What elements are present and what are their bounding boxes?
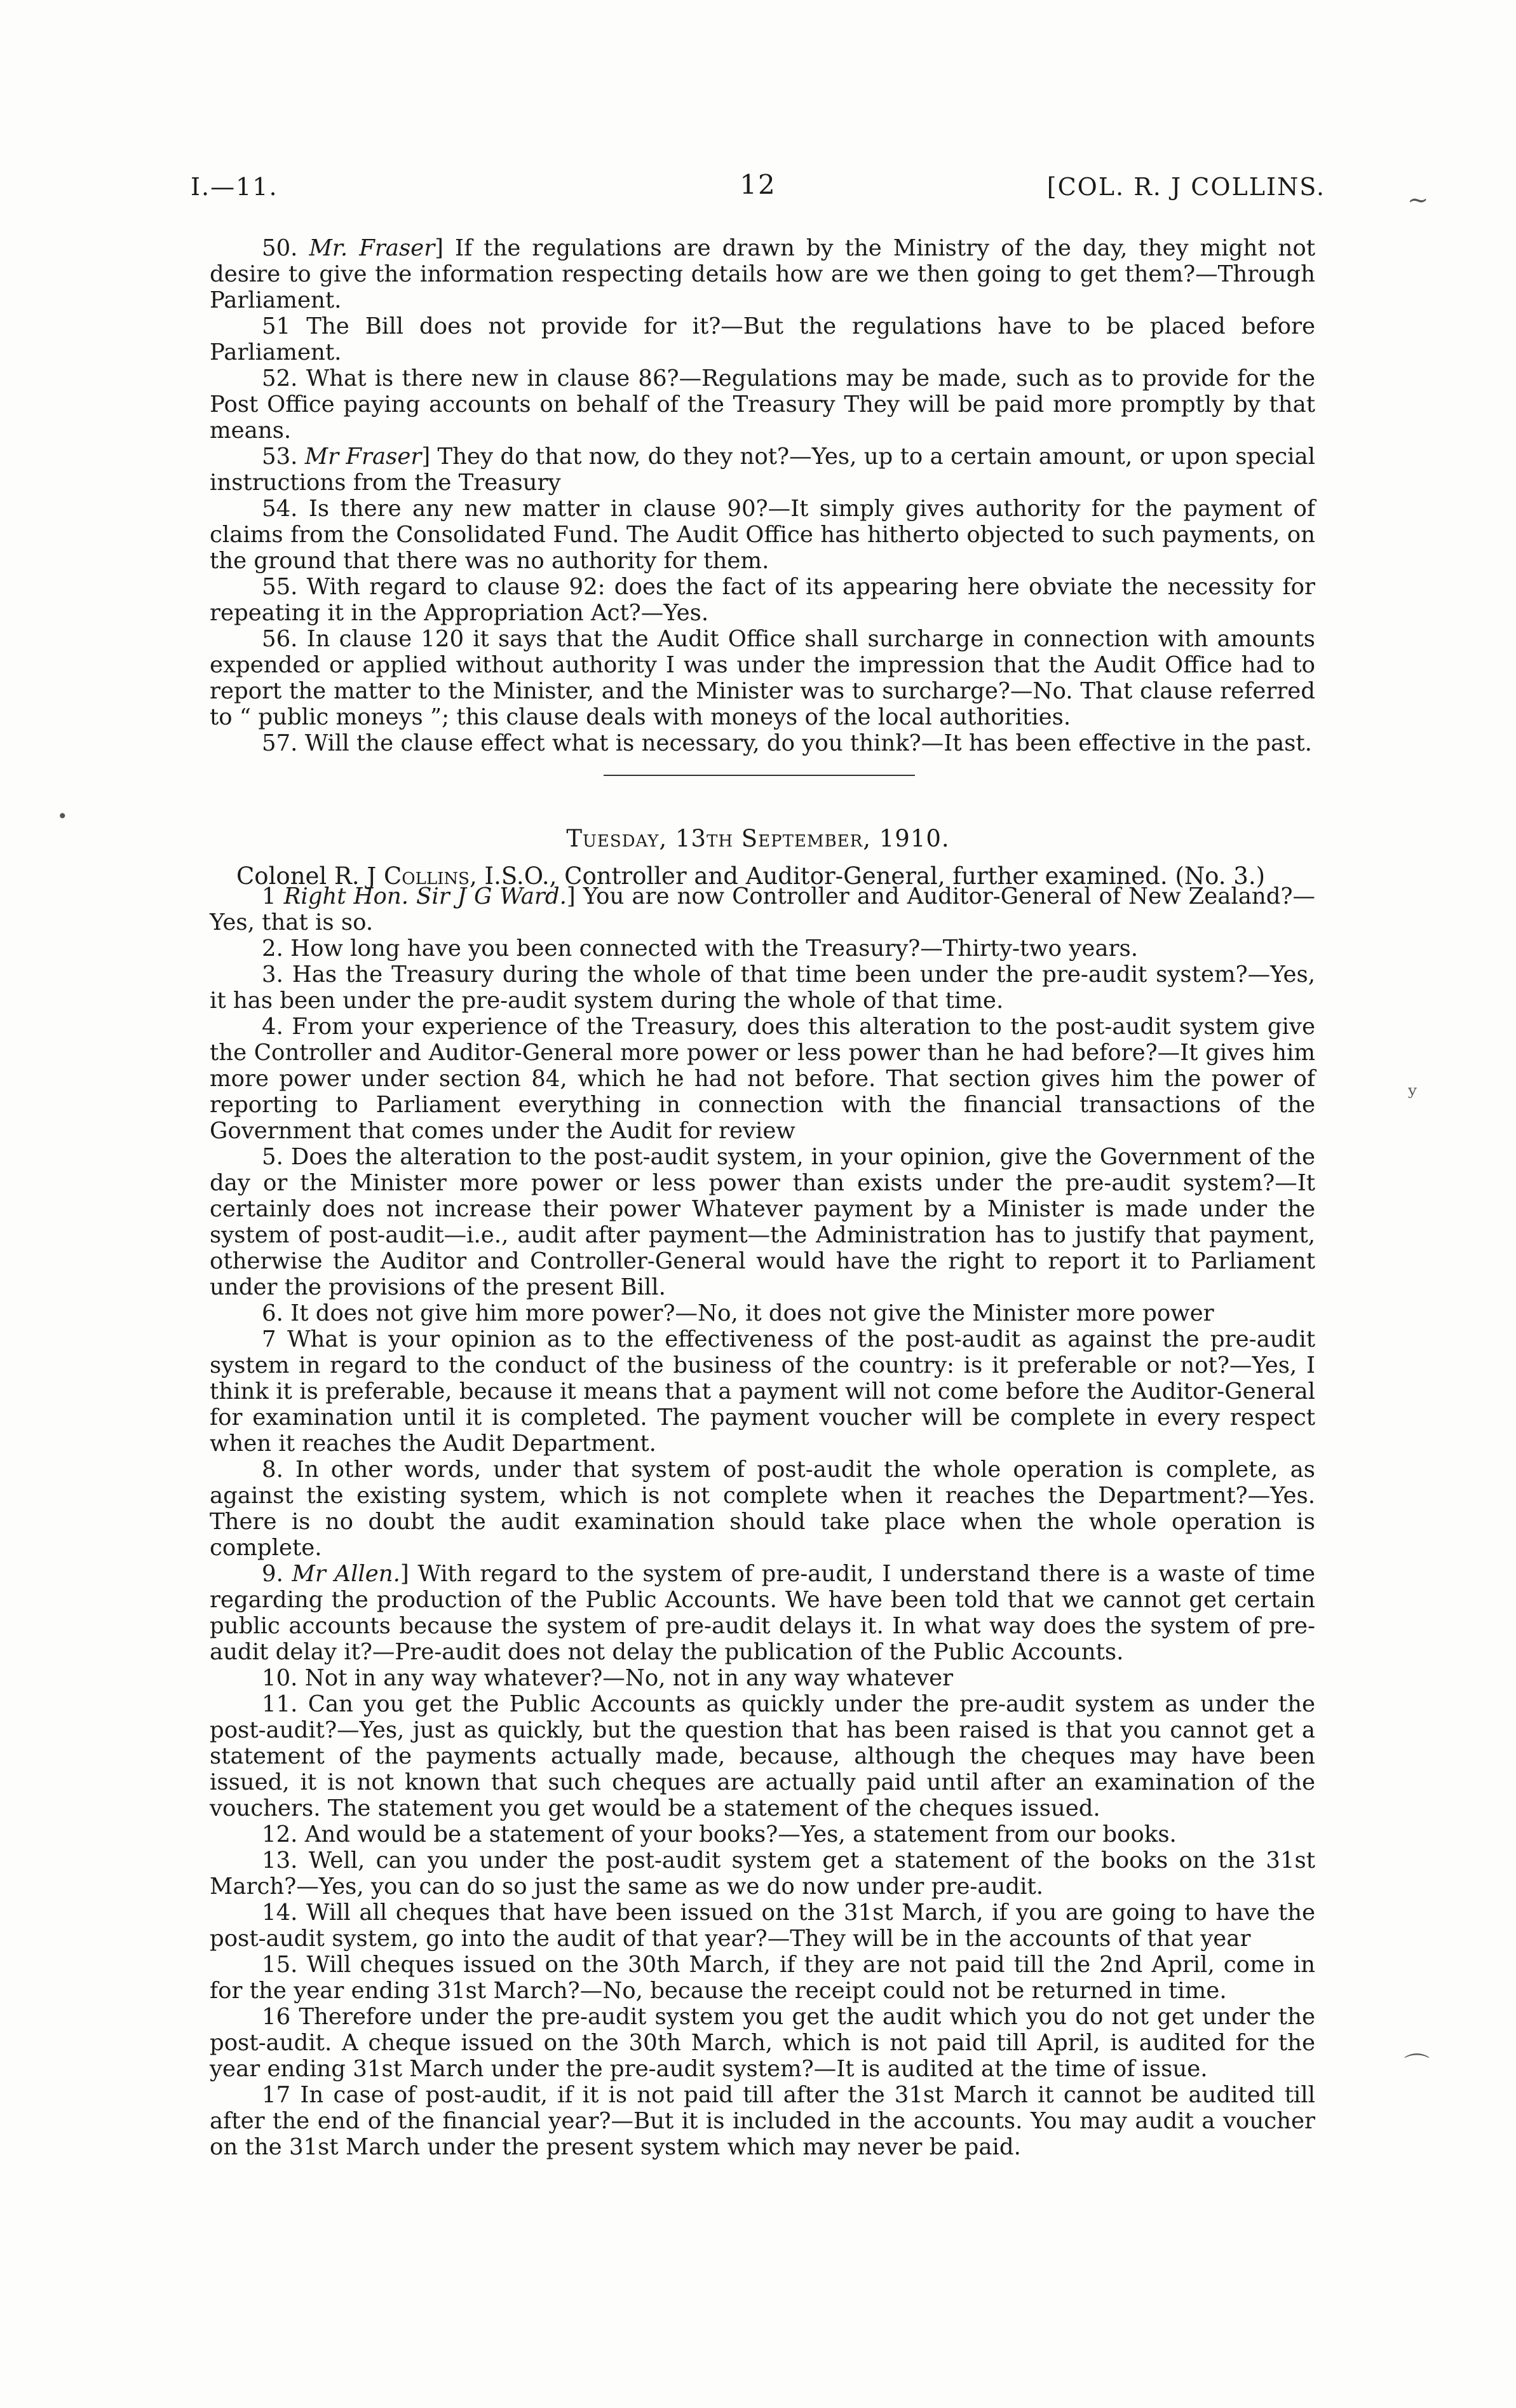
question-paragraph: [210, 1300, 1315, 1326]
question-number: 4.: [262, 1014, 283, 1040]
question-paragraph: [210, 626, 1315, 730]
speaker-name: Mr. Fraser: [309, 235, 435, 261]
question-paragraph: [210, 1691, 1315, 1821]
question-and-answer: What is your opinion as to the effectiveness of the post-audit as against the pre-audit system in regard to the conduct of the business of the country: is it preferable or not?—Yes, I think it is preferable, because it means that a payment will not come before the Auditor-General for examination until it is completed. The payment voucher will be complete in every respect when it reaches the Audit Department.: [210, 1326, 1315, 1457]
question-number: 3.: [262, 962, 283, 988]
paper-reference: I.—11.: [191, 173, 278, 201]
scan-mark: •: [57, 806, 68, 827]
question-number: 52.: [262, 365, 298, 391]
speaker-name: Right Hon. Sir J G Ward.: [283, 883, 567, 909]
question-number: 8.: [262, 1457, 283, 1483]
question-number: 54.: [262, 496, 298, 522]
question-number: 53.: [262, 444, 298, 470]
question-number: 15.: [262, 1952, 298, 1978]
question-number: 2.: [262, 935, 283, 962]
sitting-date: Tuesday, 13th September, 1910.: [566, 825, 950, 852]
question-paragraph: [210, 1457, 1315, 1561]
question-number: 56.: [262, 626, 298, 652]
question-and-answer: In case of post-audit, if it is not paid till after the 31st March it cannot be audited till after the end of the financial year?—But it is included in the accounts. You may audit a voucher on the 31st March under the present system which may never be paid.: [210, 2082, 1315, 2160]
question-number: 51: [262, 313, 291, 339]
question-and-answer: With regard to clause 92: does the fact of its appearing here obviate the necessity for repeating it in the Appropriation Act?—Yes.: [210, 574, 1315, 626]
question-number: 7: [262, 1326, 276, 1352]
question-number: 17: [262, 2082, 291, 2108]
question-and-answer: Will the clause effect what is necessary, do you think?—It has been effective in the past.: [304, 730, 1312, 756]
question-number: 13.: [262, 1847, 298, 1874]
question-number: 5.: [262, 1144, 283, 1170]
question-paragraph: 53. Mr Fraser] They do that now, do they not?—Yes, up to a certain amount, or upon special instructions from the Treasury: [210, 444, 1315, 496]
question-paragraph: [210, 2004, 1315, 2082]
question-and-answer: Will all cheques that have been issued on the 31st March, if you are going to have the post-audit system, go into the audit of that year?—They will be in the accounts of that year: [210, 1900, 1315, 1952]
question-paragraph: [210, 962, 1315, 1014]
question-number: 9.: [262, 1561, 283, 1587]
question-number: 16: [262, 2004, 291, 2030]
scan-mark: ⌒: [1404, 2052, 1430, 2081]
question-number: 57.: [262, 730, 298, 756]
question-and-answer: With regard to the system of pre-audit, I understand there is a waste of time regarding the production of the Public Accounts. We have been told that we cannot get certain public accounts because the system of pre-audit delays it. In what way does the system of pre-audit delay it?—Pre-audit does not delay the publication of the Public Accounts.: [210, 1561, 1315, 1665]
question-and-answer: It does not give him more power?—No, it does not give the Minister more power: [290, 1300, 1214, 1326]
question-and-answer: What is there new in clause 86?—Regulations may be made, such as to provide for the Post Office paying accounts on behalf of the Treasury They will be paid more promptly by that means.: [210, 365, 1315, 444]
question-paragraph: [210, 1665, 1315, 1691]
question-and-answer: The Bill does not provide for it?—But the regulations have to be placed before Parliament.: [210, 313, 1315, 365]
question-number: 1: [262, 883, 276, 909]
witness-prefix: Colonel R. J: [236, 862, 377, 890]
question-number: 6.: [262, 1300, 283, 1326]
question-and-answer: Has the Treasury during the whole of that time been under the pre-audit system?—Yes, it has been under the pre-audit system during the whole of that time.: [210, 962, 1315, 1014]
question-paragraph: [210, 496, 1315, 574]
question-paragraph: [210, 1821, 1315, 1847]
question-paragraph: [210, 1847, 1315, 1900]
question-and-answer: Well, can you under the post-audit system get a statement of the books on the 31st March?—Yes, you can do so just the same as we do now under pre-audit.: [210, 1847, 1316, 1900]
question-and-answer: And would be a statement of your books?—Yes, a statement from our books.: [304, 1821, 1177, 1847]
question-number: 55.: [262, 574, 298, 600]
page-header: [191, 169, 1325, 211]
question-number: 10.: [262, 1665, 298, 1691]
question-paragraph: [210, 935, 1315, 962]
question-paragraph: [210, 1952, 1315, 2004]
question-and-answer: How long have you been connected with the Treasury?—Thirty-two years.: [290, 935, 1139, 962]
question-number: 50.: [262, 235, 298, 261]
witness-suffix: , I.S.O., Controller and Auditor-General, further examined. (No. 3.): [470, 862, 1266, 890]
question-and-answer: They do that now, do they not?—Yes, up to a certain amount, or upon special instructions from the Treasury: [210, 444, 1315, 496]
question-paragraph: [210, 365, 1315, 444]
speaker-name: Mr Allen.: [292, 1561, 400, 1587]
page-number: 12: [740, 169, 776, 200]
question-and-answer: In clause 120 it says that the Audit Office shall surcharge in connection with amounts expended or applied without authority I was under the impression that the Audit Office had to report the matter to the Minister, and the Minister was to surcharge?—No. That clause referred to “ public moneys ”; this clause deals with moneys of the local authorities.: [210, 626, 1315, 730]
question-paragraph: [210, 574, 1315, 626]
question-and-answer: From your experience of the Treasury, does this alteration to the post-audit system give the Controller and Auditor-General more power or less power than he had before?—It gives him more power under section 84, which he had not before. That section gives him the power of reporting to Parliament everything in connection with the financial transactions of the Government that comes under the Audit for review: [210, 1014, 1315, 1144]
witness-name: Collins: [384, 862, 470, 890]
question-and-answer: In other words, under that system of post-audit the whole operation is complete, as against the existing system, which is not complete when it reaches the Department?—Yes. There is no doubt the audit examination should take place when the whole operation is complete.: [210, 1457, 1315, 1561]
scan-mark: ʸ: [1407, 1080, 1418, 1110]
question-and-answer: Can you get the Public Accounts as quickly under the pre-audit system as under the post-audit?—Yes, just as quickly, but the question that has been raised is that you cannot get a statement of the payments actually made, because, although the cheques may have been issued, it is not known that such cheques are actually paid until after an examination of the vouchers. The statement you get would be a statement of the cheques issued.: [210, 1691, 1315, 1821]
question-paragraph: [210, 2082, 1315, 2160]
question-paragraph: [210, 730, 1315, 756]
running-head: [COL. R. J COLLINS.: [1046, 173, 1325, 201]
scan-mark: ~: [1407, 186, 1429, 215]
question-paragraph: [210, 1326, 1315, 1457]
question-number: 11.: [262, 1691, 298, 1717]
speaker-name: Mr Fraser: [304, 444, 422, 470]
evidence-section-2: [210, 883, 1315, 2160]
question-paragraph: [210, 313, 1315, 365]
question-number: 12.: [262, 1821, 298, 1847]
question-paragraph: [210, 1014, 1315, 1144]
question-number: 14.: [262, 1900, 298, 1926]
question-and-answer: Is there any new matter in clause 90?—It simply gives authority for the payment of claims from the Consolidated Fund. The Audit Office has hitherto objected to such payments, on the ground that there was no authority for them.: [210, 496, 1315, 574]
question-paragraph: 1 Right Hon. Sir J G Ward.] You are now Controller and Auditor-General of New Zealand?—Yes, that is so.: [210, 883, 1316, 935]
question-paragraph: 50. Mr. Fraser] If the regulations are drawn by the Ministry of the day, they might not desire to give the information respecting details how are we then going to get them?—Through Parliament.: [210, 235, 1315, 313]
question-paragraph: [210, 1144, 1315, 1300]
question-and-answer: Therefore under the pre-audit system you get the audit which you do not get under the post-audit. A cheque issued on the 30th March, which is not paid till April, is audited for the year ending 31st March under the pre-audit system?—It is audited at the time of issue.: [210, 2004, 1315, 2082]
question-and-answer: Will cheques issued on the 30th March, if they are not paid till the 2nd April, come in for the year ending 31st March?—No, because the receipt could not be returned in time.: [210, 1952, 1315, 2004]
section-divider: [604, 775, 915, 776]
evidence-section-1: [210, 235, 1315, 756]
question-and-answer: Does the alteration to the post-audit system, in your opinion, give the Government of the day or the Minister more power or less power than exists under the pre-audit system?—It certainly does not increase their power Whatever payment by a Minister is made under the system of post-audit—i.e., audit after payment—the Administration has to justify that payment, otherwise the Auditor and Controller-General would have the right to report it to Parliament under the provisions of the present Bill.: [210, 1144, 1315, 1300]
question-paragraph: 9. Mr Allen.] With regard to the system of pre-audit, I understand there is a waste of time regarding the production of the Public Accounts. We have been told that we cannot get certain public accounts because the system of pre-audit delays it. In what way does the system of pre-audit delay it?—Pre-audit does not delay the publication of the Public Accounts.: [210, 1561, 1315, 1665]
question-and-answer: Not in any way whatever?—No, not in any way whatever: [304, 1665, 954, 1691]
question-and-answer: If the regulations are drawn by the Ministry of the day, they might not desire to give the information respecting details how are we then going to get them?—Through Parliament.: [210, 235, 1315, 313]
question-and-answer: You are now Controller and Auditor-General of New Zealand?—Yes, that is so.: [210, 883, 1316, 935]
question-paragraph: [210, 1900, 1315, 1952]
